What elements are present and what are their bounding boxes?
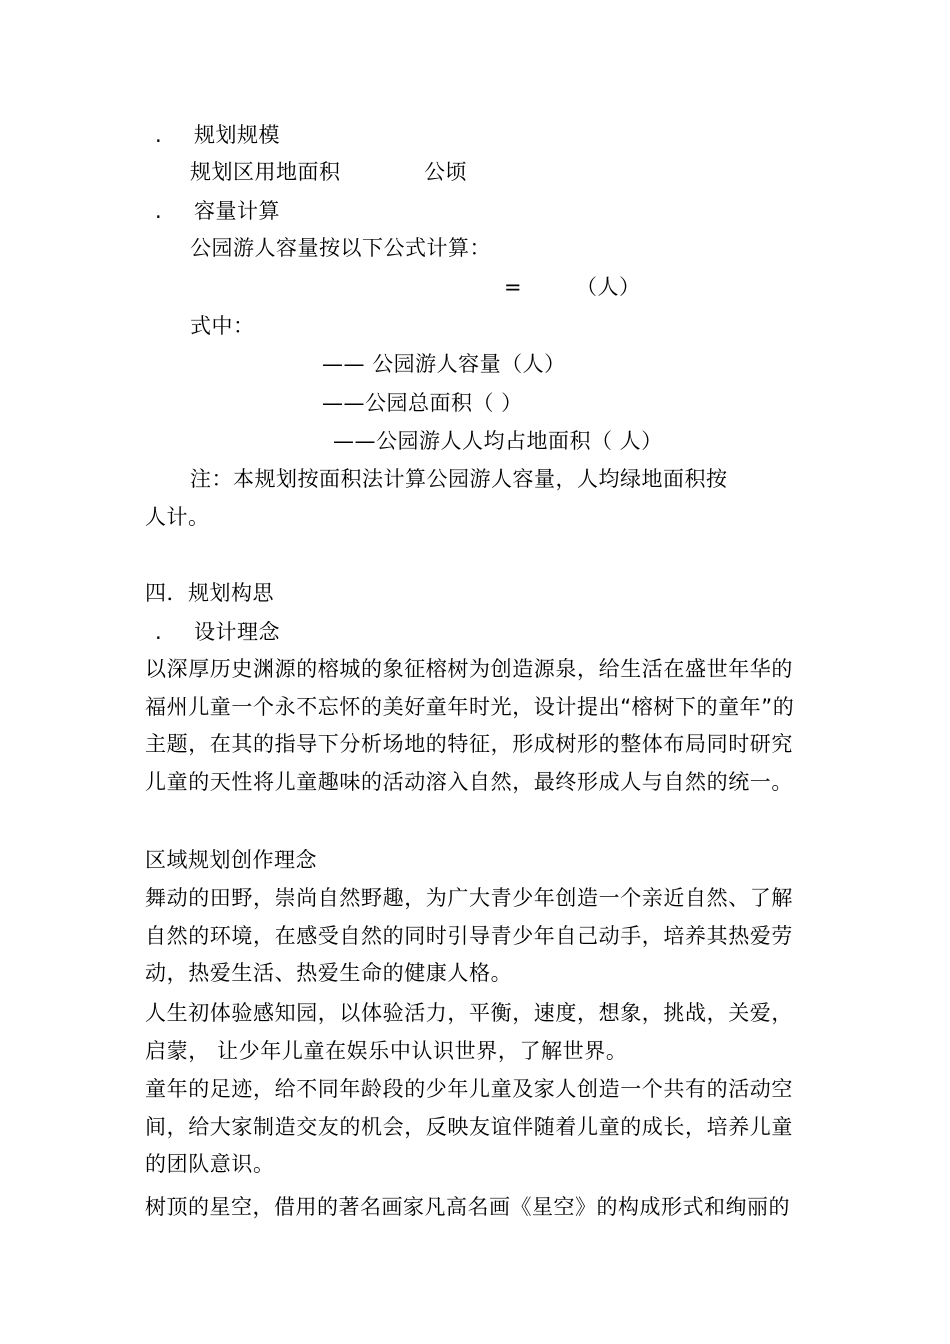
section-title-scale: 规划规模: [194, 123, 280, 147]
paragraph-first-experience: 人生初体验感知园，以体验活力，平衡，速度，想象，挑战，关爱，启蒙， 让少年儿童在娱乐中认识世界，了解世界。: [145, 1001, 793, 1063]
section-title-capacity: 容量计算: [194, 199, 280, 223]
formula-equals: =: [504, 275, 523, 299]
note-line-1: 注：本规划按面积法计算公园游人容量，人均绿地面积按: [190, 467, 728, 491]
where-label: 式中：: [190, 314, 255, 338]
area-label: 规划区用地面积: [190, 160, 341, 184]
item-number: .: [155, 620, 163, 644]
item-number: .: [155, 199, 163, 223]
definition-capacity: —— 公园游人容量（人）: [322, 352, 566, 376]
design-concept-paragraph: 以深厚历史渊源的榕城的象征榕树为创造源泉，给生活在盛世年华的福州儿童一个永不忘怀的美好童年时光，设计提出“榕树下的童年”的主题，在其的指导下分析场地的特征，形成树形的整体布局同时研究儿童的天性将儿童趣味的活动溶入自然，最终形成人与自然的统一。: [145, 657, 795, 794]
region-heading: 区域规划创作理念: [145, 848, 317, 872]
paragraph-dancing-field: 舞动的田野，崇尚自然野趣，为广大青少年创造一个亲近自然、了解自然的环境，在感受自然的同时引导青少年自己动手，培养其热爱劳动，热爱生活、热爱生命的健康人格。: [145, 886, 793, 985]
section-heading-4: 四．规划构思: [145, 581, 274, 605]
formula-unit: （人）: [576, 275, 641, 299]
definition-total-area: ——公园总面积（ ）: [322, 391, 523, 415]
paragraph-childhood-footprints: 童年的足迹，给不同年龄段的少年儿童及家人创造一个共有的活动空间，给大家制造交友的机会，反映友谊伴随着儿童的成长，培养儿童的团队意识。: [145, 1077, 793, 1176]
formula-intro: 公园游人容量按以下公式计算：: [190, 236, 491, 260]
definition-per-capita-area: ——公园游人人均占地面积（ 人）: [333, 429, 663, 453]
paragraph-starry-sky: 树顶的星空，借用的著名画家凡高名画《星空》的构成形式和绚丽的: [145, 1195, 790, 1219]
note-line-2: 人计。: [145, 505, 210, 529]
section-title-design-concept: 设计理念: [194, 620, 280, 644]
area-unit: 公顷: [424, 160, 467, 184]
item-number: .: [155, 123, 163, 147]
